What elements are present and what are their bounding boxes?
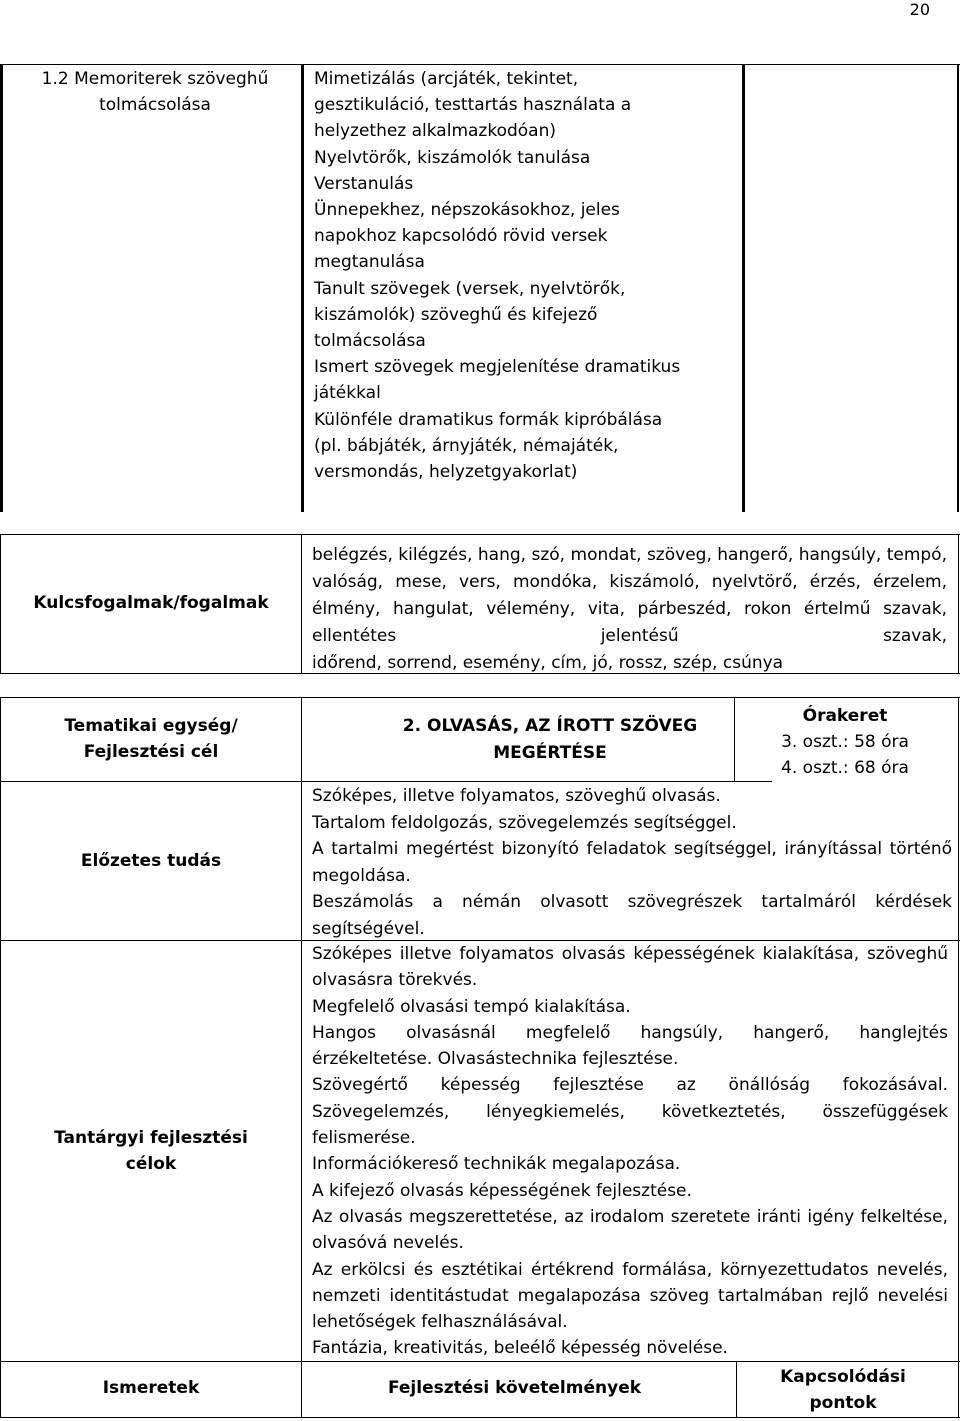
unit-title-line: MEGÉRTÉSE xyxy=(493,743,607,763)
kulcsfogalmak-text xyxy=(312,542,947,677)
content-line: megtanulása xyxy=(314,252,425,273)
celok-item: Az erkölcsi és esztétikai értékrend formálása, környezettudatos nevelés, nemzeti identitástudat megalapozása szöveg tartalmában rejlő nevelési lehetőségek felhasználásával. xyxy=(312,1259,948,1333)
celok-item: Információkereső technikák megalapozása. xyxy=(312,1154,681,1175)
tematikai-label-line: Fejlesztési cél xyxy=(83,742,219,762)
content-line: (pl. bábjáték, árnyjáték, némajáték, xyxy=(314,435,619,456)
celok-label-line: célok xyxy=(125,1154,177,1174)
celok-item: Szövegelemzés, lényegkiemelés, következtetés, összefüggések felismerése. xyxy=(312,1101,948,1149)
memoriterek-title xyxy=(10,66,300,118)
elozetes-content xyxy=(312,783,952,942)
memoriterek-title-line: tolmácsolása xyxy=(99,95,211,115)
memoriterek-title-line: 1.2 Memoriterek szöveghű xyxy=(41,69,269,89)
unit-title-line: 2. OLVASÁS, AZ ÍROTT SZÖVEG xyxy=(402,716,698,736)
content-line: gesztikuláció, testtartás használata a xyxy=(314,95,632,116)
table2-right-border xyxy=(958,534,959,674)
unit-title xyxy=(320,713,780,767)
table2-top-border xyxy=(0,534,960,535)
table1-left-border xyxy=(0,64,3,512)
content-line: Verstanulás xyxy=(314,173,414,194)
elozetes-item: Szóképes, illetve folyamatos, szöveghű olvasás. xyxy=(312,786,721,806)
kapcsolodasi-pontok-header xyxy=(748,1364,938,1416)
table3-footer-divider xyxy=(736,1361,737,1418)
content-line: tolmácsolása xyxy=(314,331,426,352)
celok-item: Szövegértő képesség fejlesztése az önállóság fokozásával. xyxy=(312,1075,948,1096)
table3-top-border xyxy=(0,697,960,698)
table3-row1-bottom xyxy=(0,781,302,782)
table2-left-border xyxy=(0,534,1,674)
content-line: Ünnepekhez, népszokásokhoz, jeles xyxy=(314,200,620,221)
celok-label-line: Tantárgyi fejlesztési xyxy=(54,1128,248,1148)
table3-divider xyxy=(301,697,302,1418)
hours-label: Órakeret xyxy=(802,706,888,726)
hours-box xyxy=(745,703,945,781)
celok-item: Fantázia, kreativitás, beleélő képesség növelése. xyxy=(312,1338,728,1359)
celok-content xyxy=(312,941,948,1362)
kulcsfogalmak-text-main: belégzés, kilégzés, hang, szó, mondat, szöveg, hangerő, hangsúly, tempó, valóság, mese, vers, mondóka, kiszámoló, nyelvtörő, érzés, érzelem, élmény, hangulat, vélemény, vita, párbeszéd, rokon értelmű szavak, ellentétes jelentésű szavak, xyxy=(312,545,947,646)
tematikai-label-line: Tematikai egység/ xyxy=(64,716,238,736)
page-number: 20 xyxy=(909,0,930,19)
celok-item: Szóképes illetve folyamatos olvasás képességének kialakítása, szöveghű olvasásra törekvés. xyxy=(312,944,948,991)
celok-item: Hangos olvasásnál megfelelő hangsúly, hangerő, hanglejtés érzékeltetése. Olvasástechnika fejlesztése. xyxy=(312,1022,948,1070)
hours-grade-4: 4. oszt.: 68 óra xyxy=(781,758,909,778)
kulcsfogalmak-text-last: időrend, sorrend, esemény, cím, jó, rossz, szép, csúnya xyxy=(312,653,784,673)
table1-right-border xyxy=(957,64,959,512)
content-line: kiszámolók) szöveghű és kifejező xyxy=(314,304,598,325)
elozetes-item: Beszámolás a némán olvasott szövegrészek tartalmáról kérdések segítségével. xyxy=(312,892,952,939)
content-line: Nyelvtörők, kiszámolók tanulása xyxy=(314,147,591,168)
fejlesztesi-kovetelmenyek-header: Fejlesztési követelmények xyxy=(387,1378,642,1398)
celok-item: A kifejező olvasás képességének fejlesztése. xyxy=(312,1180,692,1201)
table1-top-border xyxy=(0,64,960,65)
elozetes-item: A tartalmi megértést bizonyító feladatok segítséggel, irányítással történő megoldása. xyxy=(312,839,952,886)
content-line: Tanult szövegek (versek, nyelvtörők, xyxy=(314,278,626,299)
ismeretek-header: Ismeretek xyxy=(102,1378,200,1398)
content-line: Ismert szövegek megjelenítése dramatikus xyxy=(314,357,681,378)
table3-row1-bottom-right xyxy=(302,781,772,782)
content-line: Mimetizálás (arcjáték, tekintet, xyxy=(314,69,579,89)
memoriterek-content xyxy=(314,66,744,485)
kapcsolodasi-line: Kapcsolódási xyxy=(780,1367,906,1387)
tematikai-label xyxy=(2,713,300,765)
content-line: napokhoz kapcsolódó rövid versek xyxy=(314,226,608,247)
kulcsfogalmak-label: Kulcsfogalmak/fogalmak xyxy=(33,593,269,613)
content-line: játékkal xyxy=(314,383,381,404)
table3-left-border xyxy=(0,697,1,1418)
table3-footer-bottom xyxy=(0,1417,960,1418)
table3-right-border xyxy=(958,697,959,1418)
hours-grade-3: 3. oszt.: 58 óra xyxy=(781,732,909,752)
table1-divider-1 xyxy=(301,64,304,512)
table2-divider xyxy=(301,534,302,674)
elozetes-label: Előzetes tudás xyxy=(80,851,222,871)
content-line: versmondás, helyzetgyakorlat) xyxy=(314,462,578,483)
content-line: Különféle dramatikus formák kipróbálása xyxy=(314,409,663,430)
kapcsolodasi-line: pontok xyxy=(809,1393,877,1413)
content-line: helyzethez alkalmazkodóan) xyxy=(314,121,557,142)
elozetes-item: Tartalom feldolgozás, szövegelemzés segítséggel. xyxy=(312,812,737,833)
celok-item: Az olvasás megszerettetése, az irodalom szeretete iránti igény felkeltése, olvasóvá nevelés. xyxy=(312,1206,948,1254)
celok-label xyxy=(2,1125,300,1177)
celok-item: Megfelelő olvasási tempó kialakítása. xyxy=(312,996,631,1017)
